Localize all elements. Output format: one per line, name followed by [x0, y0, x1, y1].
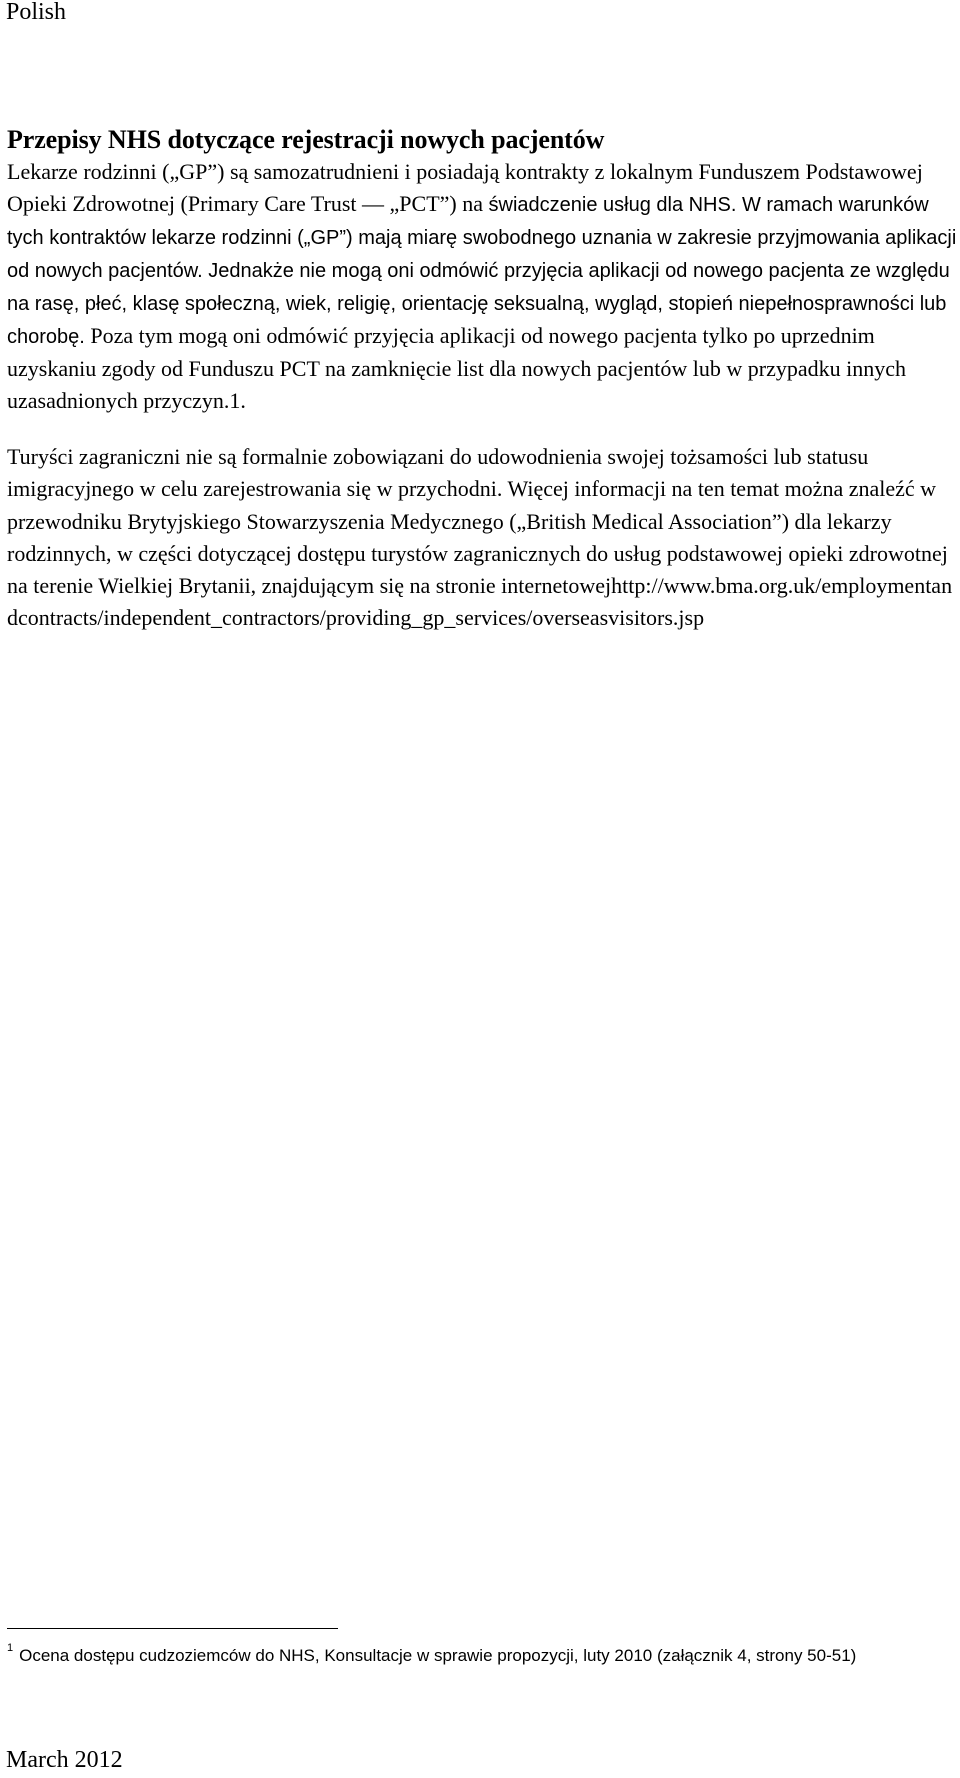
document-body [7, 124, 957, 635]
footnote-separator [7, 1628, 338, 1629]
paragraph-1-part-1: Lekarze rodzinni („GP”) są samozatrudnieni i posiadają kontrakty z lokalnym Funduszem Podstawowej Opieki Zdrowotnej (Primary Care Trust — „PCT”) na [7, 159, 923, 216]
page-footer-date: March 2012 [6, 1747, 123, 1773]
bma-guidance-link[interactable]: internetowejhttp://www.bma.org.uk/employmentandcontracts/independent_contractors/providing_gp_services/overseasvisitors.jsp [7, 573, 953, 631]
paragraph-1-part-4: Jednakże nie mogą oni odmówić przyjęcia aplikacji od nowego pacjenta ze względu na rasę, płeć, klasę społeczną, wiek, religię, orientację seksualną, wygląd, stopień niepełnosprawności lub chorobę. [7, 260, 950, 348]
paragraph-1-part-3: W ramach warunków tych kontraktów lekarze rodzinni („GP”) mają miarę swobodnego uznania w zakresie przyjmowania aplikacji od nowych pacjentów. [7, 194, 957, 282]
paragraph-1-part-5: Poza tym mogą oni odmówić przyjęcia aplikacji od nowego pacjenta tylko po uprzednim uzyskaniu zgody od Funduszu PCT na zamknięcie list dla nowych pacjentów lub w przypadku innych uzasadnionych przyczyn.1. [7, 323, 906, 413]
footnote-text: Ocena dostępu cudzoziemców do NHS, Konsultacje w sprawie propozycji, luty 2010 (załącznik 4, strony 50-51) [19, 1646, 857, 1665]
footnote-marker: 1 [7, 1642, 14, 1654]
paragraph-1-part-2: świadczenie usług dla NHS. [488, 194, 737, 216]
paragraph-foreign-visitors [7, 441, 957, 635]
section-title: Przepisy NHS dotyczące rejestracji nowych pacjentów [7, 125, 605, 154]
paragraph-2-text: Turyści zagraniczni nie są formalnie zobowiązani do udowodnienia swojej tożsamości lub statusu imigracyjnego w celu zarejestrowania się w przychodni. Więcej informacji na ten temat można znaleźć w przewodniku Brytyjskiego Stowarzyszenia Medycznego („British Medical Association”) dla lekarzy rodzinnych, w części dotyczącej dostępu turystów zagranicznych do usług podstawowej opieki zdrowotnej na terenie Wielkiej Brytanii, znajdującym się na stronie [7, 444, 948, 599]
page-header-language: Polish [6, 0, 67, 25]
paragraph-registration-rules [7, 156, 957, 417]
footnote [7, 1640, 957, 1672]
